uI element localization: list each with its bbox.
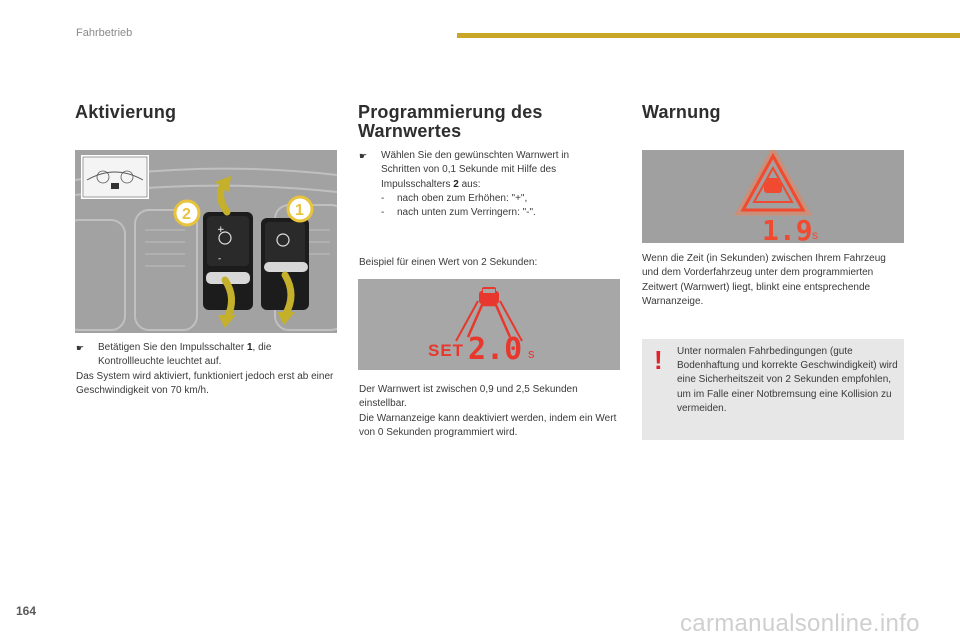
warning-text: Wenn die Zeit (in Sekunden) zwischen Ihrem Fahrzeug und dem Vorderfahrzeug unter dem programmierten Zeitwert (Warnwert) liegt, blinkt eine entsprechende Warnanzeige.: [642, 253, 886, 307]
activation-title: Aktivierung: [75, 102, 177, 122]
safety-note-box: [642, 339, 904, 440]
safety-note-text: Unter normalen Fahrbedingungen (gute Bodenhaftung und korrekte Geschwindigkeit) wird eine Sicherheitszeit von 2 Sekunden empfohlen, um im Falle einer Notbremsung eine Kollision zu vermeiden.: [677, 346, 898, 414]
programming-range-1: Der Warnwert ist zwischen 0,9 und 2,5 Sekunden einstellbar.: [359, 384, 578, 410]
set-label: SET: [428, 341, 465, 360]
switch-2-label: 2: [182, 206, 191, 223]
programming-bullet-prefix: Wählen Sie den gewünschten Warnwert in Schritten von 0,1 Sekunde mit Hilfe des Impulsschalters: [381, 150, 570, 190]
activation-note: Das System wird aktiviert, funktioniert jedoch erst ab einer Geschwindigkeit von 70 km/h.: [76, 370, 334, 396]
page-number: 164: [16, 604, 37, 618]
set-display-svg: [358, 279, 620, 370]
programming-dash-2: - nach unten zum Verringern: "-".: [381, 207, 536, 219]
section-label: Fahrbetrieb: [76, 27, 133, 39]
header-accent-bar: [457, 33, 960, 38]
programming-range-2: Die Warnanzeige kann deaktiviert werden, indem ein Wert von 0 Sekunden programmiert wird.: [359, 412, 617, 438]
programming-title: Programmierung des Warnwertes: [358, 102, 543, 141]
activation-bullet-prefix: Betätigen Sie den Impulsschalter: [98, 342, 247, 353]
activation-bullet-suffix: , die Kontrollleuchte leuchtet auf.: [98, 342, 272, 368]
switch-1-label: 1: [295, 202, 304, 219]
activation-bullet: [76, 341, 338, 370]
programming-example-label: Beispiel für einen Wert von 2 Sekunden:: [359, 257, 538, 268]
watermark: carmanualsonline.info: [680, 610, 920, 637]
activation-bullet-bold: 1: [246, 342, 253, 353]
dash-2-text: nach unten zum Verringern: "-".: [397, 207, 536, 219]
programming-bullet: [359, 149, 599, 192]
plus-label: +: [217, 225, 225, 235]
hand-pointer-icon: ☛: [359, 151, 368, 161]
warning-value: 1.9: [762, 214, 813, 243]
set-display-illustration: [358, 279, 620, 370]
programming-instructions: [359, 149, 599, 220]
warning-display-illustration: [642, 150, 904, 243]
programming-range-text: [359, 383, 621, 440]
hand-pointer-icon: ☛: [76, 343, 85, 353]
warning-unit: s: [812, 228, 818, 242]
dash-1-text: nach oben zum Erhöhen: "+",: [397, 192, 528, 204]
warning-display-svg: [642, 150, 904, 243]
warning-title: Warnung: [642, 102, 721, 122]
activation-text: [76, 341, 338, 398]
car-icon: [479, 287, 499, 304]
exclamation-icon: !: [654, 345, 663, 375]
programming-bullet-bold: 2: [453, 178, 459, 190]
programming-dash-1: - nach oben zum Erhöhen: "+",: [381, 192, 528, 204]
set-value: 2.0: [468, 332, 523, 367]
switch-illustration-svg: [75, 150, 337, 333]
minus-label: -: [218, 254, 222, 264]
switch-illustration: [75, 150, 337, 333]
programming-bullet-suffix: aus:: [458, 178, 481, 190]
set-unit: s: [528, 346, 535, 361]
